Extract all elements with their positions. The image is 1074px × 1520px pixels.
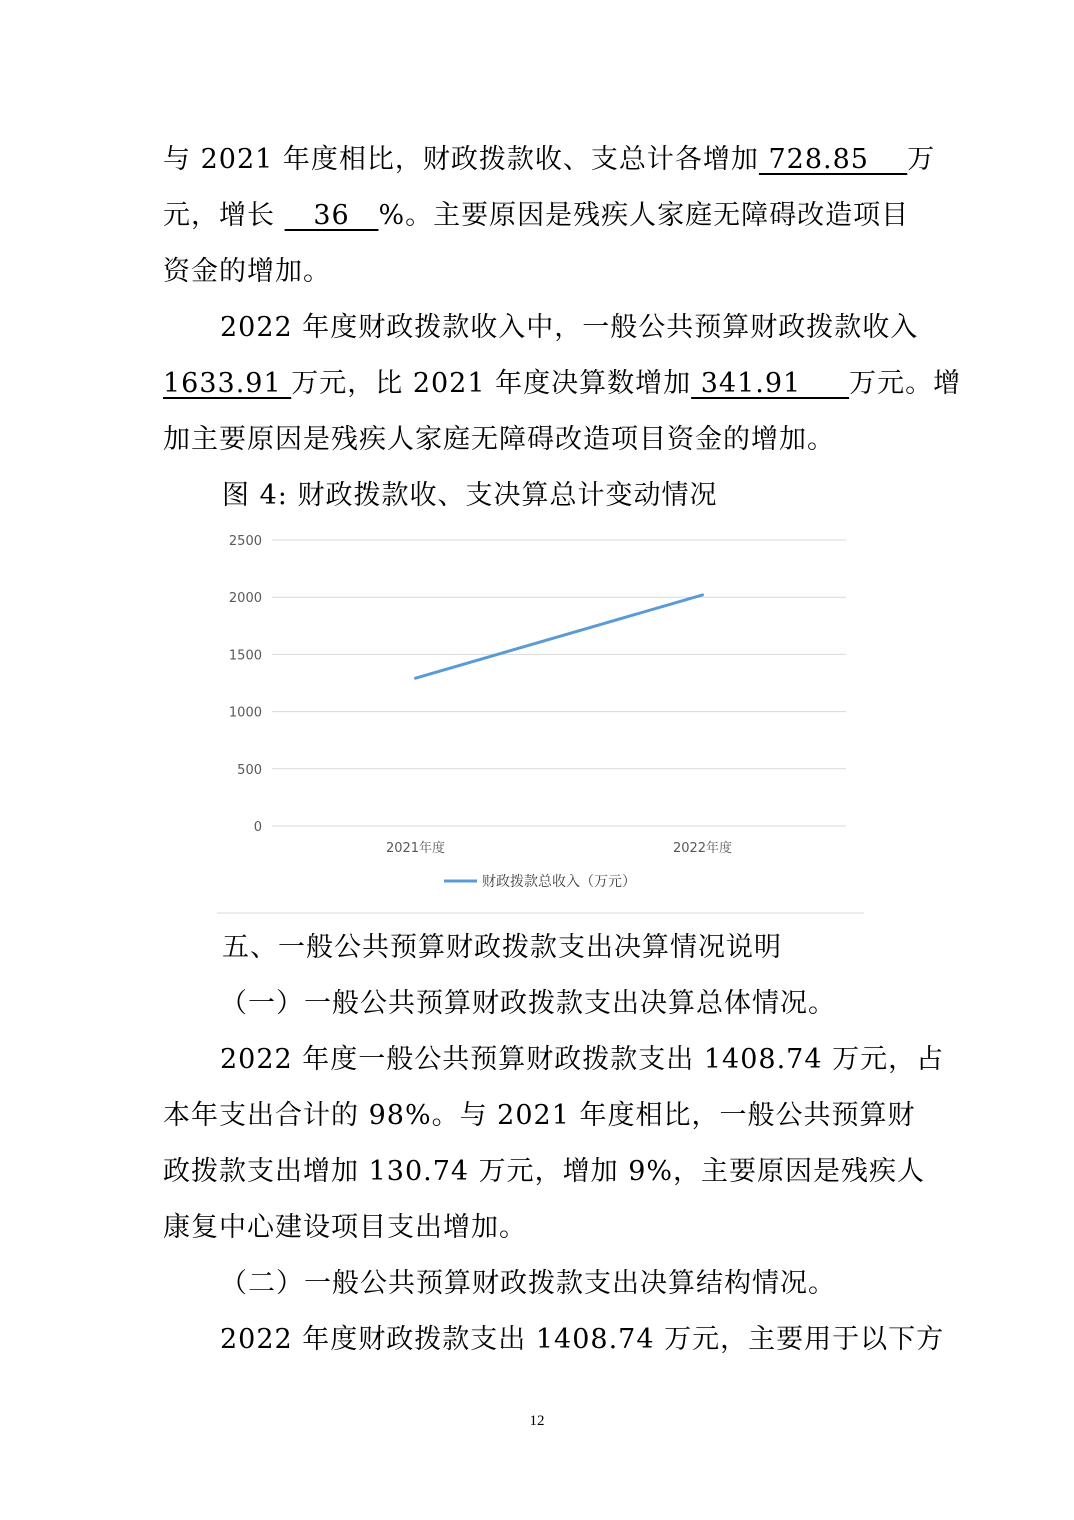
chart-legend	[444, 873, 636, 890]
sub2-title: （二）一般公共预算财政拨款支出决算结构情况。	[220, 1268, 836, 1299]
series-line	[416, 595, 703, 678]
text: 元，增长	[163, 200, 285, 231]
increase-amount: 728.85	[758, 144, 908, 175]
revenue-increase: 341.91	[691, 368, 850, 399]
paragraph4-line1: 2022 年度财政拨款支出 1408.74 万元，主要用于以下方	[220, 1324, 945, 1355]
y-tick-label: 1000	[228, 705, 262, 721]
paragraph1-line3: 资金的增加。	[163, 256, 331, 287]
chart-grid	[272, 540, 846, 826]
revenue-amount: 1633.91	[163, 368, 292, 399]
sub1-title: （一）一般公共预算财政拨款支出决算总体情况。	[220, 988, 836, 1019]
y-tick-label: 1500	[228, 648, 262, 664]
text: 万元。增	[849, 368, 962, 399]
paragraph2-line3: 加主要原因是残疾人家庭无障碍改造项目资金的增加。	[163, 424, 835, 455]
y-tick-label: 2000	[228, 591, 262, 607]
text: 万	[907, 144, 936, 175]
section5-title: 五、一般公共预算财政拨款支出决算情况说明	[222, 932, 782, 963]
text: %。主要原因是残疾人家庭无障碍改造项目	[378, 200, 910, 231]
paragraph2-line1: 2022 年度财政拨款收入中，一般公共预算财政拨款收入	[220, 312, 919, 343]
text: 与 2021 年度相比，财政拨款收、支总计各增加	[163, 144, 759, 175]
paragraph3-line1: 2022 年度一般公共预算财政拨款支出 1408.74 万元，占	[220, 1044, 945, 1075]
y-tick-label: 500	[237, 762, 262, 778]
paragraph3-line3: 政拨款支出增加 130.74 万元，增加 9%，主要原因是残疾人	[163, 1156, 926, 1187]
page-number: 12	[529, 1413, 545, 1429]
paragraph1-line1	[163, 140, 935, 180]
growth-percent: 36	[284, 200, 379, 231]
y-tick-label: 0	[253, 820, 262, 835]
y-tick-label: 2500	[228, 534, 262, 549]
paragraph1-line2	[163, 196, 909, 236]
paragraph2-line2	[163, 364, 961, 404]
chart-series	[415, 595, 702, 678]
x-axis-ticks	[386, 840, 732, 856]
figure-caption: 图 4: 财政拨款收、支决算总计变动情况	[222, 480, 718, 511]
paragraph3-line4: 康复中心建设项目支出增加。	[163, 1212, 527, 1243]
x-tick-label: 2021年度	[385, 841, 446, 856]
y-axis-ticks	[229, 534, 262, 835]
line-chart	[212, 525, 867, 917]
legend-label: 财政拨款总收入（万元）	[482, 874, 636, 890]
text: 万元，比 2021 年度决算数增加	[291, 368, 692, 399]
x-tick-label: 2022年度	[672, 841, 733, 856]
paragraph3-line2: 本年支出合计的 98%。与 2021 年度相比，一般公共预算财	[163, 1100, 916, 1131]
